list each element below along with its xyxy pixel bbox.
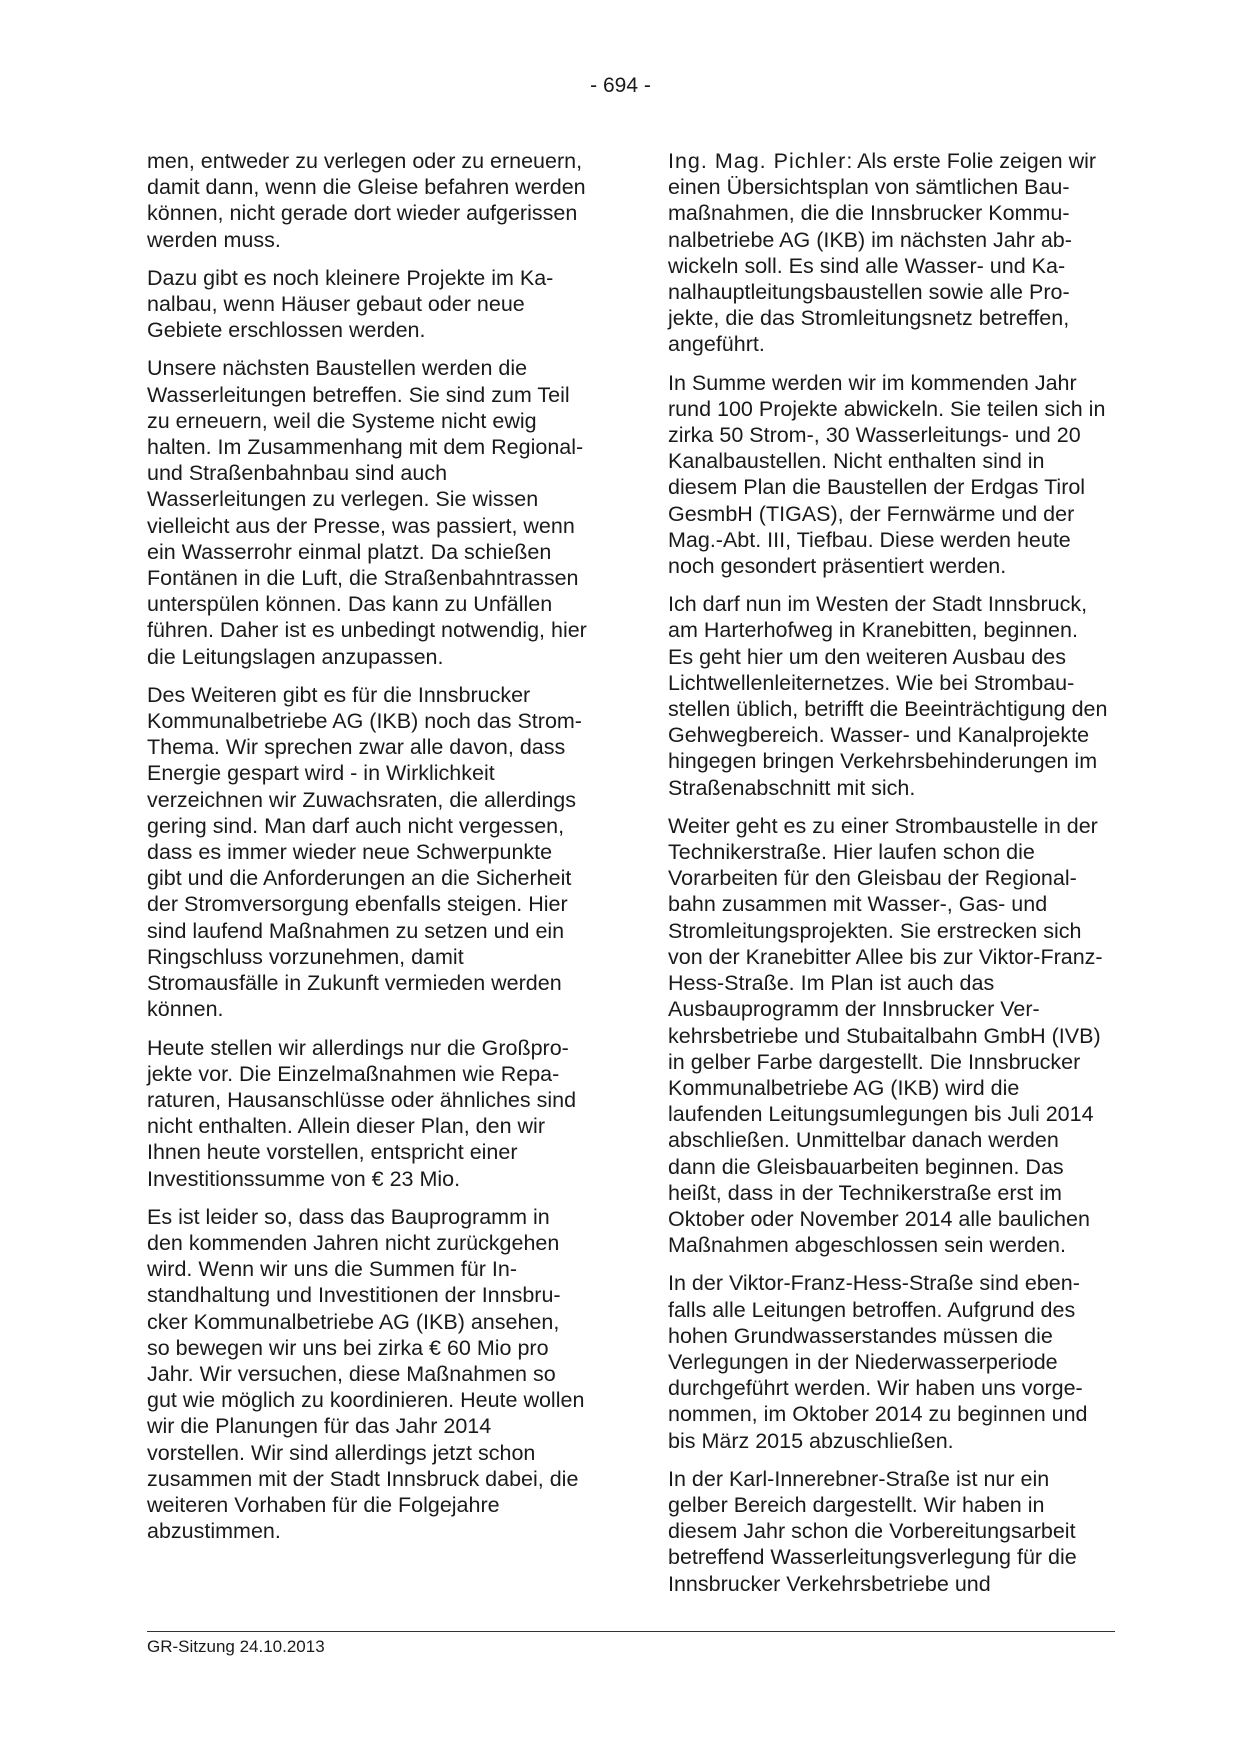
speaker-name: Ing. Mag. Pichler xyxy=(668,149,847,173)
speaker-text: : Als erste Folie zeigen wir einen Übersichtsplan von sämtlichen Baumaßnahmen, die die Innsbrucker Kommunalbetriebe AG (IKB) im nächsten Jahr abwickeln soll. Es sind alle Wasser- und Kanalhauptleitungsbaustellen sowie alle Projekte, die das Stromleitungsnetz betreffen, angeführt. xyxy=(668,149,1097,357)
page-number: - 694 - xyxy=(590,74,651,97)
paragraph: Es ist leider so, dass das Bauprogramm in den kommenden Jahren nicht zurückgehen wird. Wenn wir uns die Summen für Instandhaltung und Investitionen der Innsbrucker Kommunalbetriebe AG (IKB) ansehen, so bewegen wir uns bei zirka € 60 Mio pro Jahr. Wir versuchen, diese Maßnahmen so gut wie möglich zu koordinieren. Heute wollen wir die Planungen für das Jahr 2014 vorstellen. Wir sind allerdings jetzt schon zusammen mit der Stadt Innsbruck dabei, die weiteren Vorhaben für die Folgejahre abzustimmen. xyxy=(147,1204,585,1544)
paragraph: In der Viktor-Franz-Hess-Straße sind ebenfalls alle Leitungen betroffen. Aufgrund des hohen Grundwasserstandes müssen die Verlegungen in der Niederwasserperiode durchgeführt werden. Wir haben uns vorgenommen, im Oktober 2014 zu beginnen und bis März 2015 abzuschließen. xyxy=(668,1271,1088,1453)
footer-divider xyxy=(147,1631,1115,1632)
paragraph: In der Karl-Innerebner-Straße ist nur ein gelber Bereich dargestellt. Wir haben in diesem Jahr schon die Vorbereitungsarbeit betreffend Wasserleitungsverlegung für die Innsbrucker Verkehrsbetriebe und xyxy=(668,1466,1077,1596)
paragraph: Dazu gibt es noch kleinere Projekte im Kanalbau, wenn Häuser gebaut oder neue Gebiete erschlossen werden. xyxy=(147,265,554,343)
paragraph: Des Weiteren gibt es für die Innsbrucker Kommunalbetriebe AG (IKB) noch das Strom-Thema. Wir sprechen zwar alle davon, dass Energie gespart wird - in Wirklichkeit verzeichnen wir Zuwachsraten, die allerdings gering sind. Man darf auch nicht vergessen, dass es immer wieder neue Schwerpunkte gibt und die Anforderungen an die Sicherheit der Stromversorgung ebenfalls steigen. Hier sind laufend Maßnahmen zu setzen und ein Ringschluss vorzunehmen, damit Stromausfälle in Zukunft vermieden werden können. xyxy=(147,682,582,1022)
speaker-paragraph xyxy=(668,148,1108,358)
paragraph: Weiter geht es zu einer Strombaustelle in der Technikerstraße. Hier laufen schon die Vorarbeiten für den Gleisbau der Regionalbahn zusammen mit Wasser-, Gas- und Stromleitungsprojekten. Sie erstrecken sich von der Kranebitter Allee bis zur Viktor-Franz-Hess-Straße. Im Plan ist auch das Ausbauprogramm der Innsbrucker Verkehrsbetriebe und Stubaitalbahn GmbH (IVB) in gelber Farbe dargestellt. Die Innsbrucker Kommunalbetriebe AG (IKB) wird die laufenden Leitungsumlegungen bis Juli 2014 abschließen. Unmittelbar danach werden dann die Gleisbauarbeiten beginnen. Das heißt, dass in der Technikerstraße erst im Oktober oder November 2014 alle baulichen Maßnahmen abgeschlossen sein werden. xyxy=(668,813,1103,1258)
paragraph: Ich darf nun im Westen der Stadt Innsbruck, am Harterhofweg in Kranebitten, beginnen. Es geht hier um den weiteren Ausbau des Lichtwellenleiternetzes. Wie bei Strombaustellen üblich, betrifft die Beeinträchtigung den Gehwegbereich. Wasser- und Kanalprojekte hingegen bringen Verkehrsbehinderungen im Straßenabschnitt mit sich. xyxy=(668,592,1108,800)
paragraph: In Summe werden wir im kommenden Jahr rund 100 Projekte abwickeln. Sie teilen sich in zirka 50 Strom-, 30 Wasserleitungs- und 20 Kanalbaustellen. Nicht enthalten sind in diesem Plan die Baustellen der Erdgas Tirol GesmbH (TIGAS), der Fernwärme und der Mag.-Abt. III, Tiefbau. Diese werden heute noch gesondert präsentiert werden. xyxy=(668,370,1106,579)
paragraph: Heute stellen wir allerdings nur die Großprojekte vor. Die Einzelmaßnahmen wie Reparaturen, Hausanschlüsse oder ähnliches sind nicht enthalten. Allein dieser Plan, den wir Ihnen heute vorstellen, entspricht einer Investitionssumme von € 23 Mio. xyxy=(147,1035,577,1191)
left-column xyxy=(147,148,587,1556)
right-column xyxy=(668,148,1108,1609)
paragraph: Unsere nächsten Baustellen werden die Wasserleitungen betreffen. Sie sind zum Teil zu erneuern, weil die Systeme nicht ewig halten. Im Zusammenhang mit dem Regional- und Straßenbahnbau sind auch Wasserleitungen zu verlegen. Sie wissen vielleicht aus der Presse, was passiert, wenn ein Wasserrohr einmal platzt. Da schießen Fontänen in die Luft, die Straßenbahntrassen unterspülen können. Das kann zu Unfällen führen. Daher ist es unbedingt notwendig, hier die Leitungslagen anzupassen. xyxy=(147,356,587,669)
footer-session-date: GR-Sitzung 24.10.2013 xyxy=(147,1637,325,1656)
paragraph: men, entweder zu verlegen oder zu erneuern, damit dann, wenn die Gleise befahren werden können, nicht gerade dort wieder aufgerissen werden muss. xyxy=(147,149,586,252)
